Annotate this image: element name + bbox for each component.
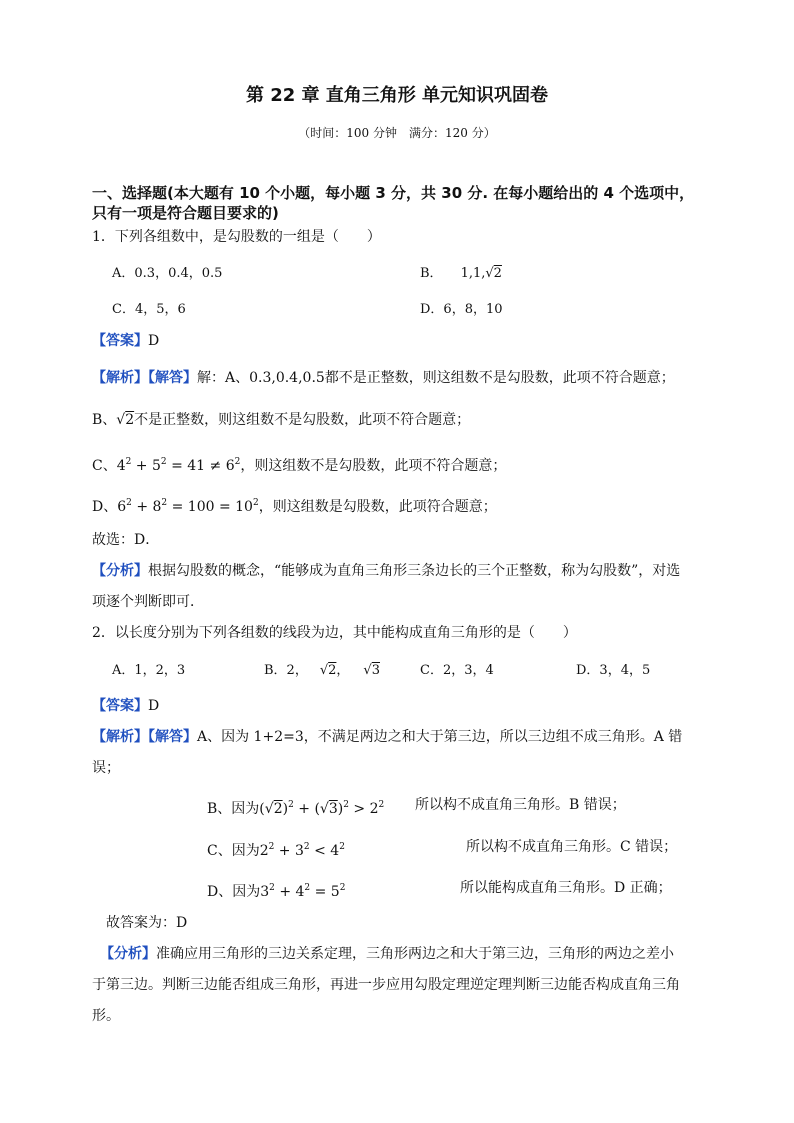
exponent: 2 <box>234 457 241 467</box>
q1-option-b-radicand: 2 <box>493 266 502 281</box>
radicand: 2 <box>273 801 283 817</box>
formula-part: D、6 <box>92 499 127 515</box>
q2-option-b <box>264 662 380 680</box>
section-heading-line2: 只有一项是符合题目要求的) <box>92 204 279 222</box>
fenxi-tag: 【分析】 <box>100 946 156 962</box>
q1-choose: 故选：D． <box>92 532 160 548</box>
q2-fenxi-line2: 于第三边。判断三边能否组成三角形，再进一步应用勾股定理逆定理判断三边能否构成直角三角 <box>92 977 680 993</box>
exponent: 2 <box>160 457 167 467</box>
q1-fenxi-line1 <box>92 562 680 580</box>
formula-part: < 4 <box>309 843 340 859</box>
exponent: 2 <box>288 800 294 810</box>
fenxi-tag: 【分析】 <box>92 563 148 579</box>
formula-part: B、因为 <box>207 801 260 817</box>
formula-part: D、因为3 <box>207 884 270 900</box>
q1-analysis-line3 <box>92 453 506 475</box>
exponent: 2 <box>269 883 275 893</box>
q1-analysis-line2 <box>92 411 470 429</box>
exponent: 2 <box>268 842 275 852</box>
exam-info: （时间：100 分钟 满分：120 分） <box>298 126 496 140</box>
q2-fenxi-line3: 形。 <box>92 1008 120 1024</box>
exponent: 2 <box>303 842 310 852</box>
radicand: 2 <box>328 663 337 678</box>
exponent: 2 <box>378 800 385 810</box>
q2-analysis-line1 <box>92 728 682 746</box>
sqrt-icon: √ <box>116 412 126 428</box>
formula-part: = 41 ≠ 6 <box>166 458 235 474</box>
analysis-text: 不是正整数，则这组数不是勾股数，此项不符合题意； <box>134 412 471 428</box>
page-title: 第 22 章 直角三角形 单元知识巩固卷 <box>245 85 549 106</box>
paren-close: ) <box>282 801 289 817</box>
option-prefix: B．2， <box>264 663 308 678</box>
q2-case-c <box>207 838 345 860</box>
sqrt-icon: √ <box>363 663 372 678</box>
formula-part: > 2 <box>348 801 379 817</box>
formula-part: = 100 = 10 <box>167 499 253 515</box>
sqrt-icon: √ <box>485 266 494 281</box>
plus-sign: + (√ <box>293 801 329 817</box>
formula-part: + 4 <box>274 884 305 900</box>
q1-option-a: A．0.3，0.4，0.5 <box>112 266 223 281</box>
section-heading-line1: 一、选择题(本大题有 10 个小题，每小题 3 分，共 30 分. 在每小题给出的 4 个选项中， <box>92 184 695 202</box>
q2-case-d-result: 所以能构成直角三角形。D 正确； <box>460 880 672 896</box>
analysis-text: ，则这组数是勾股数，此项符合题意； <box>258 499 497 515</box>
fenxi-text: 准确应用三角形的三边关系定理，三角形两边之和大于第三边，三角形的两边之差小 <box>156 946 674 962</box>
paren-close: ) <box>337 801 344 817</box>
answer-value: D <box>148 698 160 714</box>
analysis-tag: 【解析】【解答】 <box>92 370 197 386</box>
q1-stem: 1．下列各组数中，是勾股数的一组是（ ） <box>92 229 381 245</box>
q2-case-b <box>207 796 384 818</box>
q2-option-c: C．2，3，4 <box>420 663 494 678</box>
q2-case-d <box>207 879 345 901</box>
analysis-text: ，则这组数不是勾股数，此项不符合题意； <box>240 458 507 474</box>
analysis-tag: 【解析】【解答】 <box>92 729 197 745</box>
paren-open: (√ <box>259 801 274 817</box>
radicand: 3 <box>371 663 380 678</box>
q2-stem: 2．以长度分别为下列各组数的线段为边，其中能构成直角三角形的是（ ） <box>92 625 577 641</box>
q1-option-c: C．4，5，6 <box>112 302 186 317</box>
q2-case-b-result: 所以构不成直角三角形。B 错误； <box>415 797 626 813</box>
q1-option-d: D．6，8，10 <box>420 302 503 317</box>
formula-part: + 5 <box>131 458 161 474</box>
exponent: 2 <box>304 883 311 893</box>
q2-fenxi-line1 <box>100 945 674 963</box>
exponent: 2 <box>252 498 259 508</box>
q1-option-b-label: B． <box>420 266 443 281</box>
fenxi-text: 根据勾股数的概念，“能够成为直角三角形三条边长的三个正整数，称为勾股数”，对选 <box>148 563 681 579</box>
exponent: 2 <box>343 800 349 810</box>
radicand: 2 <box>125 412 135 428</box>
analysis-prefix: B、 <box>92 412 117 428</box>
formula-part: C、因为2 <box>207 843 269 859</box>
exponent: 2 <box>126 498 132 508</box>
separator: ， <box>336 663 350 678</box>
q1-fenxi-line2: 项逐个判断即可． <box>92 594 204 610</box>
formula-part: C、4 <box>92 458 126 474</box>
sqrt-icon: √ <box>319 663 329 678</box>
formula-part: + 3 <box>274 843 304 859</box>
answer-tag: 【答案】 <box>92 333 148 349</box>
answer-value: D <box>148 333 160 349</box>
q1-answer <box>92 332 159 350</box>
exponent: 2 <box>161 498 168 508</box>
q2-answer <box>92 697 159 715</box>
q2-case-c-result: 所以构不成直角三角形。C 错误； <box>466 839 678 855</box>
q2-option-d: D．3，4，5 <box>576 663 651 678</box>
formula-part: + 8 <box>131 499 162 515</box>
formula-part: = 5 <box>310 884 340 900</box>
q1-option-b <box>420 265 502 283</box>
q2-option-a: A．1，2，3 <box>112 663 186 678</box>
analysis-text: A、因为 1+2=3，不满足两边之和大于第三边，所以三边组不成三角形。A 错 <box>197 729 683 745</box>
q1-option-b-value: 1,1, <box>460 266 486 281</box>
exponent: 2 <box>339 842 345 852</box>
exponent: 2 <box>339 883 346 893</box>
q1-analysis-line4 <box>92 494 497 516</box>
q1-analysis-line1 <box>92 369 675 387</box>
q2-analysis-line1b: 误； <box>92 760 120 776</box>
radicand: 3 <box>328 801 338 817</box>
q2-choose: 故答案为：D <box>106 915 188 931</box>
exponent: 2 <box>125 457 132 467</box>
answer-tag: 【答案】 <box>92 698 148 714</box>
analysis-text: 解：A、0.3,0.4,0.5都不是正整数，则这组数不是勾股数，此项不符合题意； <box>197 370 675 386</box>
